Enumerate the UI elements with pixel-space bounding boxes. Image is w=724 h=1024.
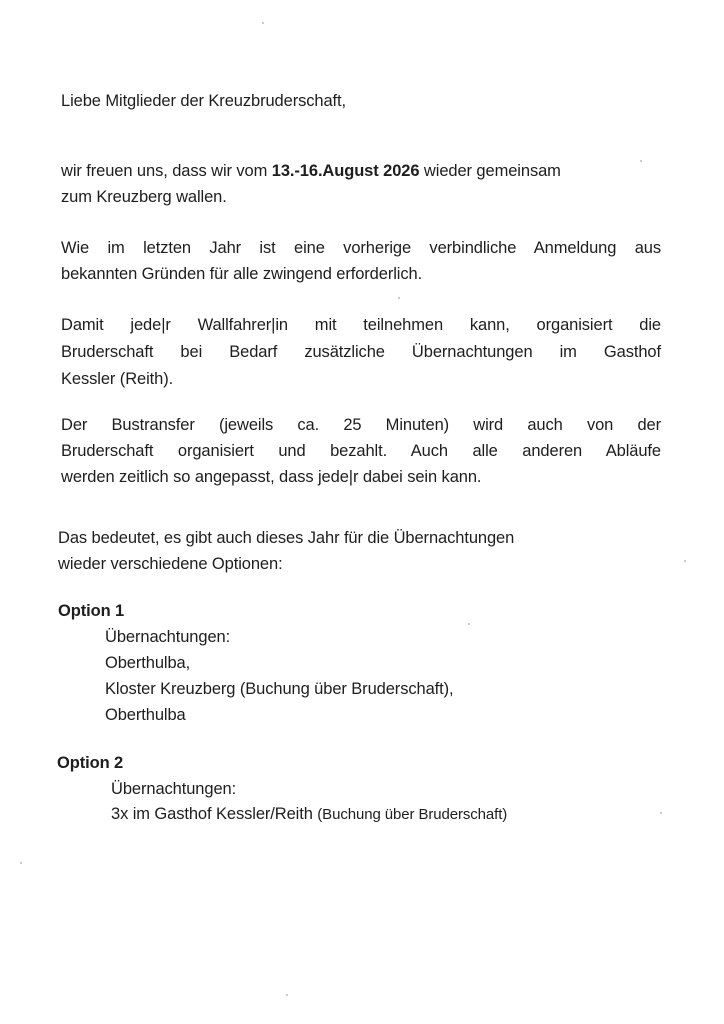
dates-outro-text: wieder gemeinsam <box>419 162 561 180</box>
option-1-line: Oberthulba, <box>105 654 191 672</box>
paragraph-transfer-line1: Der Bustransfer (jeweils ca. 25 Minuten) wird auch von der <box>61 416 661 434</box>
paragraph-dates-line2: zum Kreuzberg wallen. <box>61 188 227 206</box>
scan-speck <box>286 994 288 996</box>
option-1-line: Kloster Kreuzberg (Buchung über Bruderschaft), <box>105 680 454 698</box>
paragraph-accommodation-line3: Kessler (Reith). <box>61 370 174 388</box>
paragraph-transfer-line3: werden zeitlich so angepasst, dass jede|r dabei sein kann. <box>61 468 482 486</box>
salutation: Liebe Mitglieder der Kreuzbruderschaft, <box>61 92 347 110</box>
scan-speck <box>262 22 264 24</box>
paragraph-dates-line1 <box>61 163 661 180</box>
option-1-line: Übernachtungen: <box>105 628 231 646</box>
option-2-booking-note: (Buchung über Bruderschaft) <box>317 806 508 823</box>
option-2-booking-text: 3x im Gasthof Kessler/Reith <box>111 805 313 823</box>
option-2-title: Option 2 <box>57 754 124 772</box>
scan-speck <box>20 862 22 864</box>
option-2-line: Übernachtungen: <box>111 780 237 798</box>
option-2-line <box>111 806 507 823</box>
option-1-line: Oberthulba <box>105 706 186 724</box>
scan-speck <box>398 297 400 299</box>
dates-intro-text: wir freuen uns, dass wir vom <box>61 162 272 180</box>
paragraph-accommodation-line2: Bruderschaft bei Bedarf zusätzliche Übernachtungen im Gasthof <box>61 343 661 361</box>
paragraph-registration-line1: Wie im letzten Jahr ist eine vorherige verbindliche Anmeldung aus <box>61 239 661 257</box>
scan-speck <box>640 160 642 162</box>
scan-speck <box>660 812 662 814</box>
paragraph-options-line1: Das bedeutet, es gibt auch dieses Jahr für die Übernachtungen <box>58 529 515 547</box>
option-1-title: Option 1 <box>58 602 125 620</box>
paragraph-options-line2: wieder verschiedene Optionen: <box>58 555 283 573</box>
scan-speck <box>468 623 470 625</box>
paragraph-accommodation-line1: Damit jede|r Wallfahrer|in mit teilnehmen kann, organisiert die <box>61 316 661 334</box>
paragraph-registration-line2: bekannten Gründen für alle zwingend erforderlich. <box>61 265 423 283</box>
scan-speck <box>684 560 686 562</box>
dates-highlight: 13.-16.August 2026 <box>271 162 420 180</box>
paragraph-transfer-line2: Bruderschaft organisiert und bezahlt. Auch alle anderen Abläufe <box>61 442 661 460</box>
